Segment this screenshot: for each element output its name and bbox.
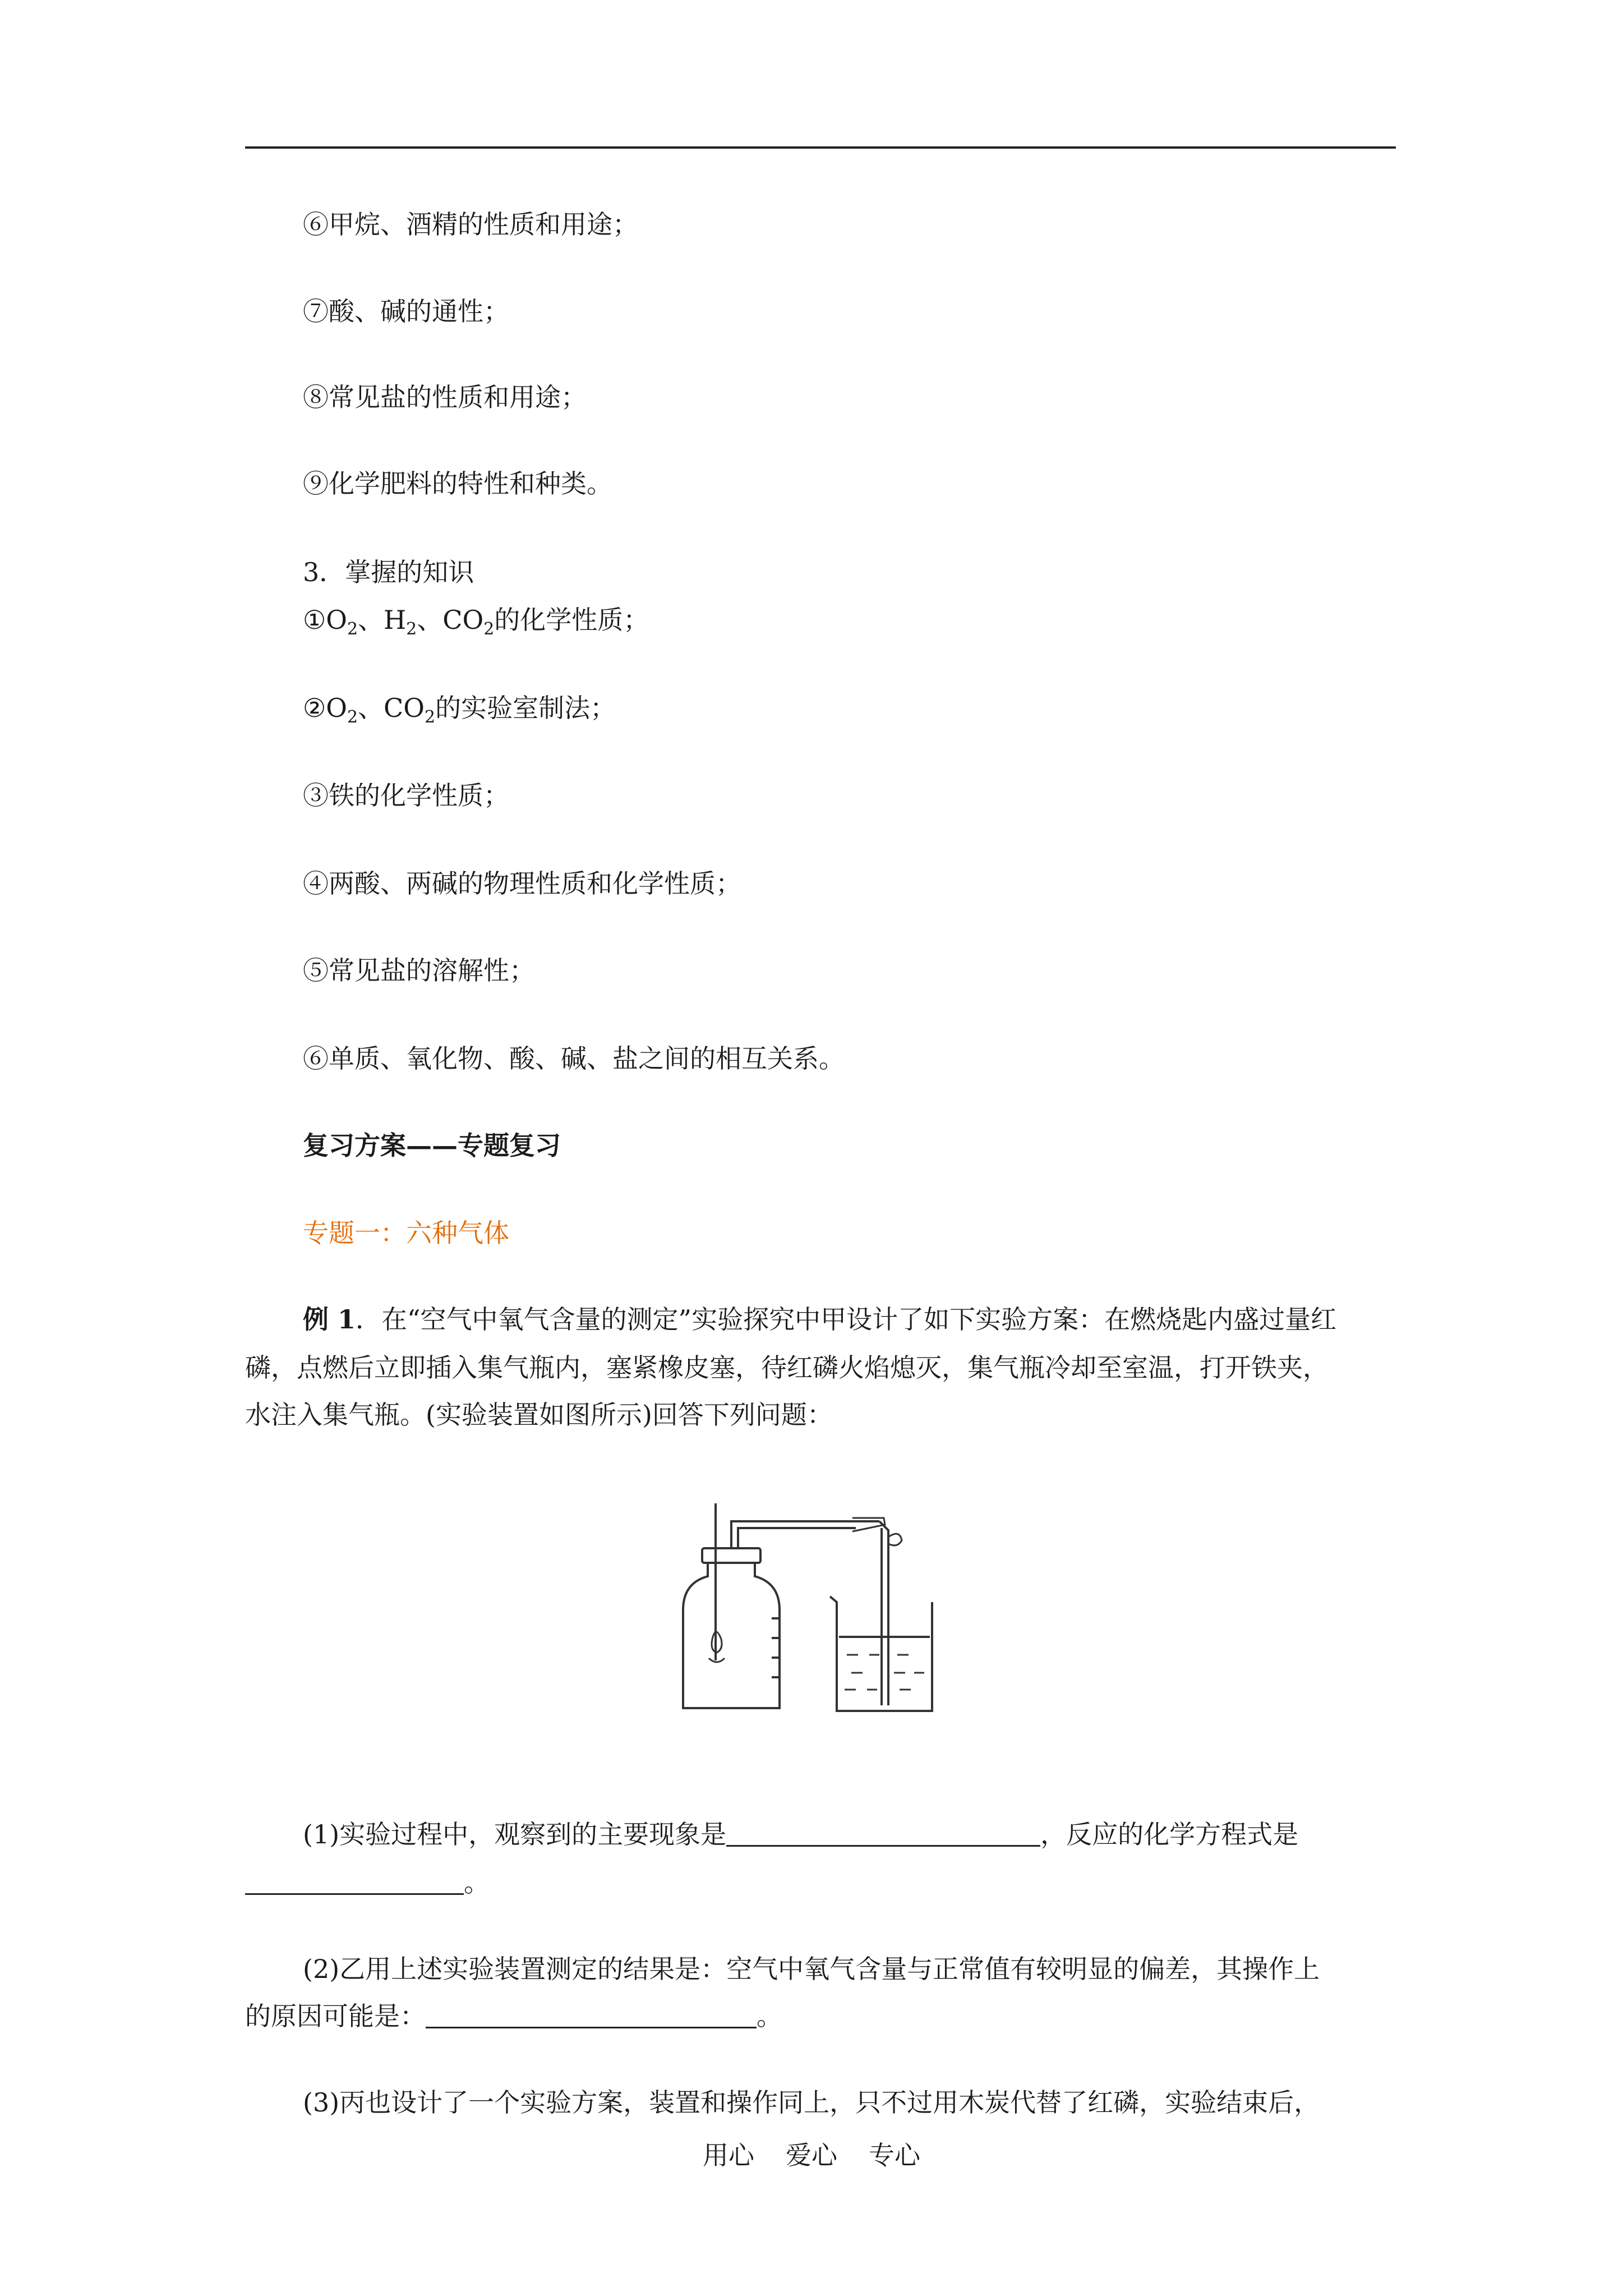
item-methane-alcohol: ⑥甲烷、酒精的性质和用途；	[303, 209, 638, 240]
example-line-3: 水注入集气瓶。(实验装置如图所示)回答下列问题：	[245, 1400, 833, 1430]
section3-item-1: $①O_2$、$H_2$、$CO_2$的化学性质；	[303, 605, 649, 639]
section3-item-6: ⑥单质、氧化物、酸、碱、盐之间的相互关系。	[303, 1043, 845, 1074]
topic-heading: 专题一：六种气体	[303, 1218, 509, 1248]
page-footer	[0, 2138, 1623, 2172]
question-1-line-2: 。	[245, 1866, 490, 1899]
footer-text-1: 用心	[703, 2140, 754, 2170]
example-line-1: 例 1．在“空气中氧气含量的测定”实验探究中甲设计了如下实验方案：在燃烧匙内盛过量红	[303, 1304, 1337, 1335]
item-fertilizers: ⑨化学肥料的特性和种类。	[303, 468, 612, 499]
section3-heading: 3．掌握的知识	[303, 557, 474, 587]
question-1-line-1: (1)实验过程中，观察到的主要现象是 ，反应的化学方程式是	[303, 1819, 1299, 1849]
answer-blank-1[interactable]	[726, 1820, 1040, 1847]
collection-bottle	[683, 1548, 780, 1708]
section3-item-5: ⑤常见盐的溶解性；	[303, 955, 535, 986]
item-common-salts: ⑧常见盐的性质和用途；	[303, 382, 587, 412]
combustion-spoon	[709, 1503, 725, 1662]
item-acid-base: ⑦酸、碱的通性；	[303, 296, 509, 326]
footer-text-3: 专心	[869, 2140, 920, 2170]
connecting-tube	[731, 1518, 902, 1705]
answer-blank-3[interactable]	[426, 2002, 757, 2028]
apparatus-figure	[673, 1492, 942, 1717]
section3-item-2: $②O_2$、$CO_2$的实验室制法；	[303, 693, 616, 727]
header-rule	[245, 146, 1396, 149]
section3-item-4: ④两酸、两碱的物理性质和化学性质；	[303, 868, 741, 899]
review-title: 复习方案——专题复习	[303, 1130, 561, 1161]
answer-blank-2[interactable]	[245, 1869, 464, 1895]
section3-item-3: ③铁的化学性质；	[303, 780, 509, 811]
question-3-line-1: (3)丙也设计了一个实验方案，装置和操作同上，只不过用木炭代替了红磷，实验结束后，	[303, 2087, 1320, 2118]
example-line-2: 磷，点燃后立即插入集气瓶内，塞紧橡皮塞，待红磷火焰熄灭，集气瓶冷却至室温，打开铁夹，	[245, 1352, 1329, 1383]
footer-text-2: 爱心	[786, 2140, 837, 2170]
question-2-line-2: 的原因可能是： 。	[245, 2001, 782, 2031]
question-2-line-1: (2)乙用上述实验装置测定的结果是：空气中氧气含量与正常值有较明显的偏差，其操作上	[303, 1954, 1320, 1984]
